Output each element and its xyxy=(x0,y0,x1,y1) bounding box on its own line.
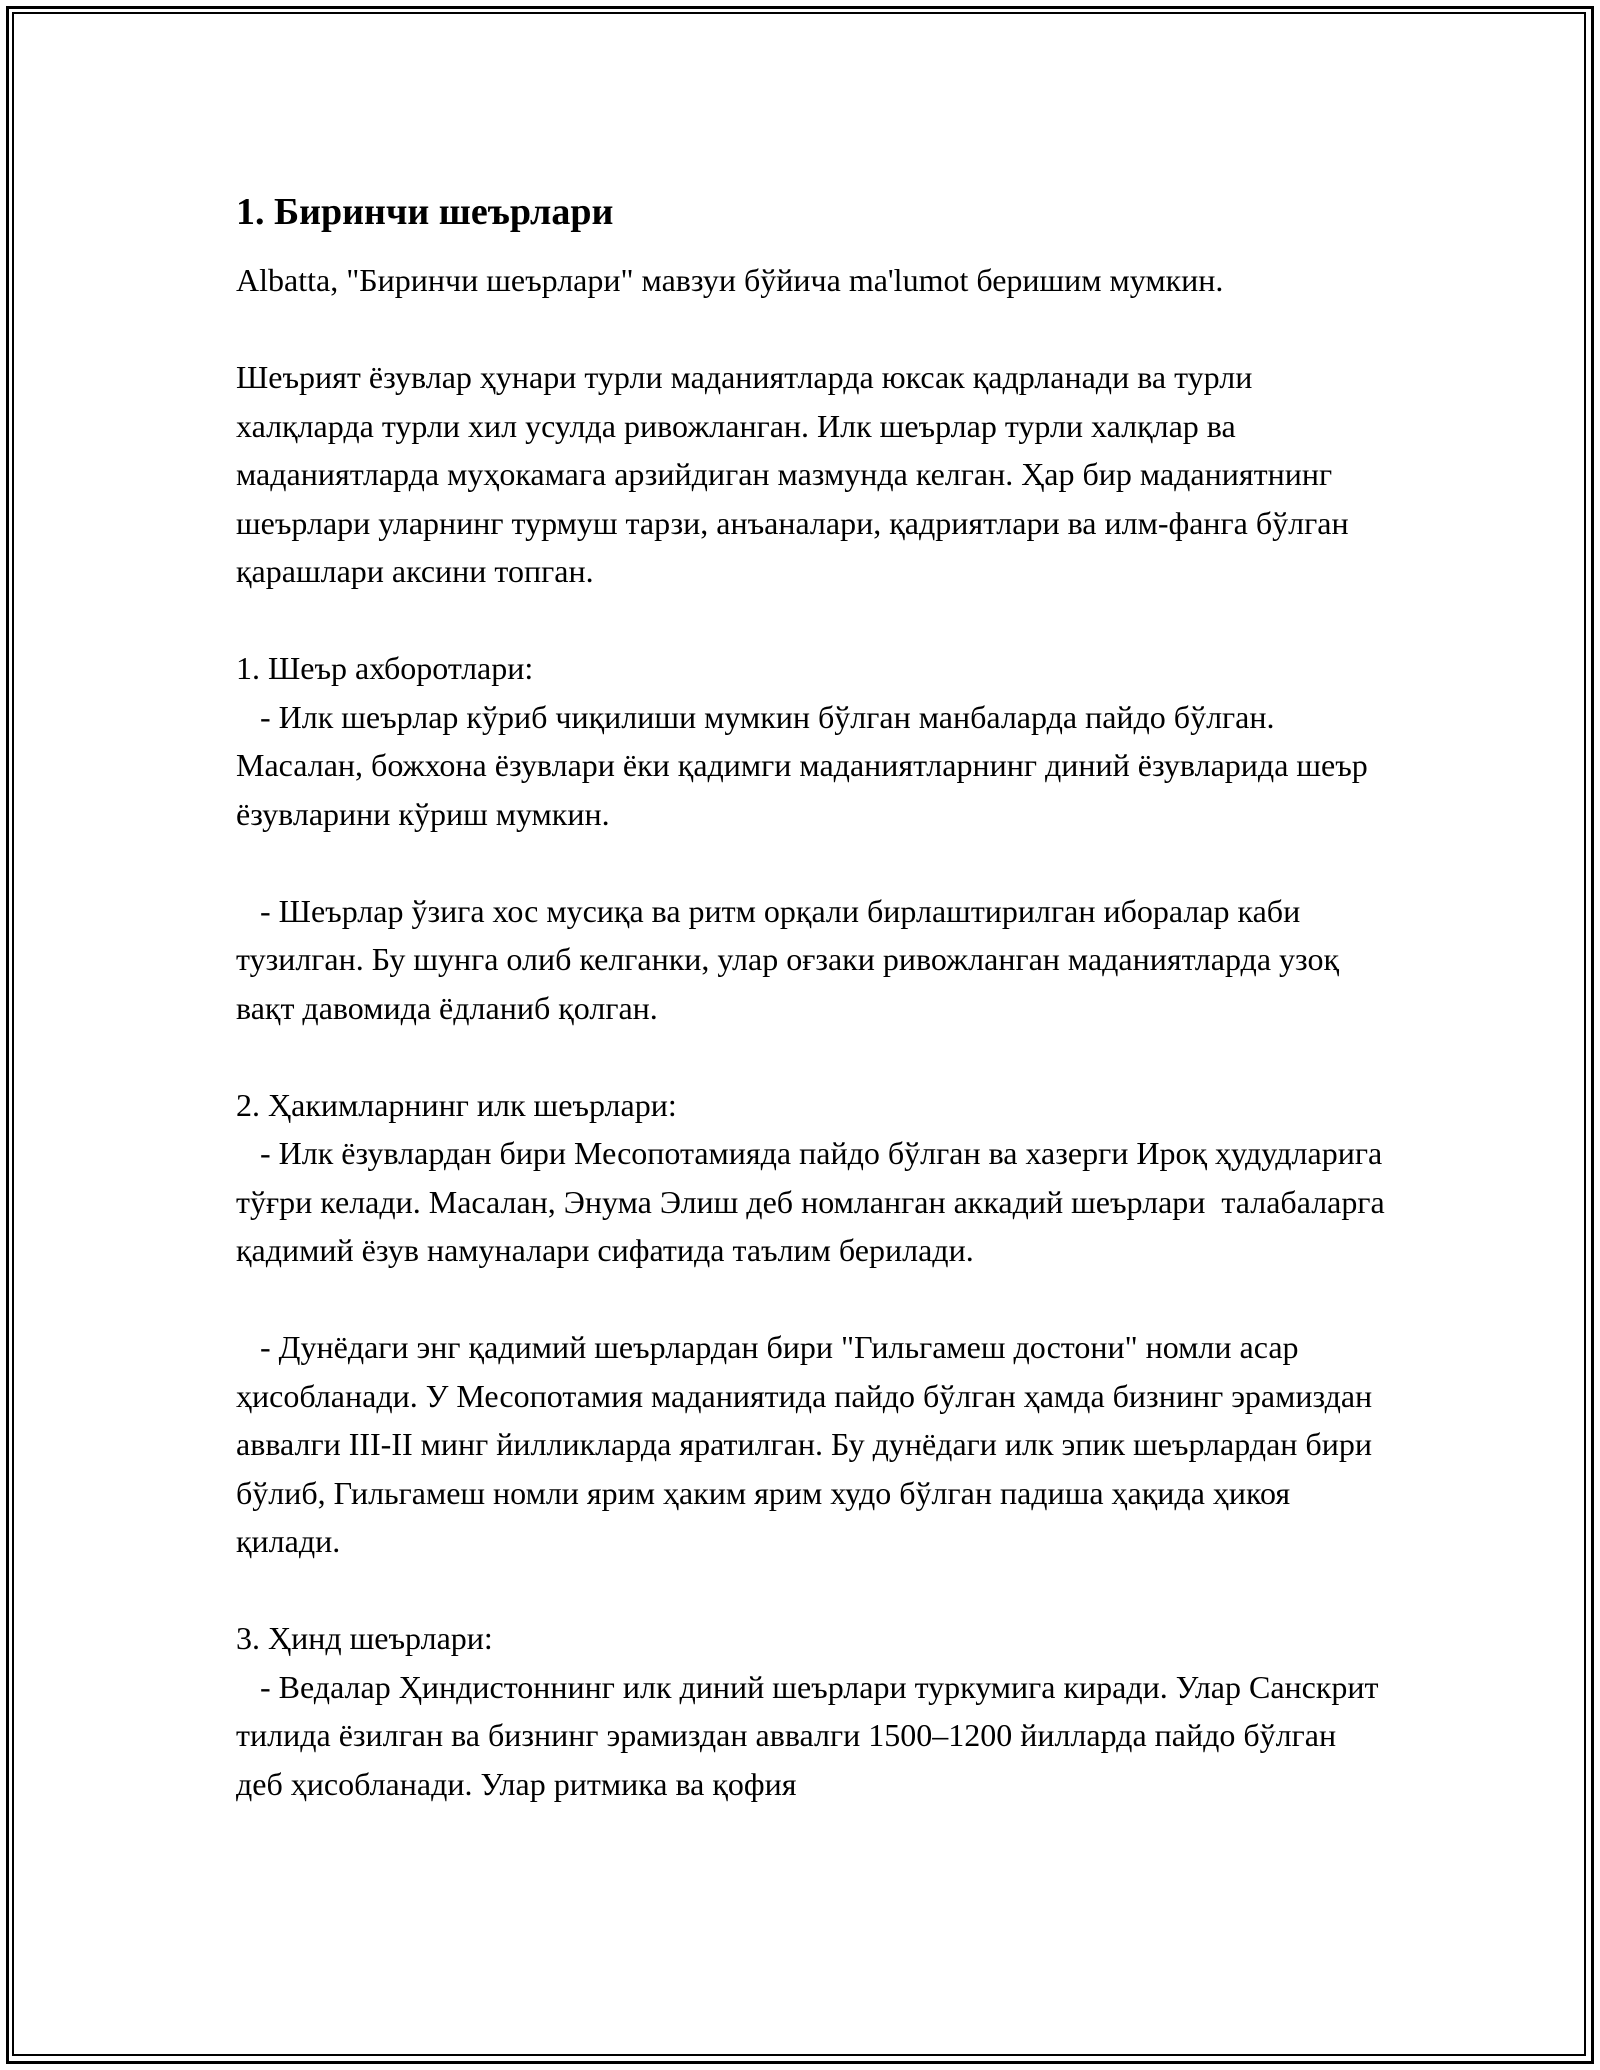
paragraph-gap xyxy=(236,1566,1386,1615)
document-body xyxy=(236,188,1393,1808)
section-title: 1. Шеър ахборотлари: xyxy=(236,650,534,686)
section-item: - Шеърлар ўзига хос мусиқа ва ритм орқали бирлаштирилган иборалар каби тузилган. Бу шунга олиб келганки, улар оғзаки ривожланган маданиятларда узоқ вақт давомида ёдланиб қолган. xyxy=(236,892,1348,1026)
document-heading: 1. Биринчи шеърлари xyxy=(236,191,614,233)
paragraph-gap xyxy=(236,838,1386,887)
paragraph-gap xyxy=(236,1275,1386,1324)
body-paragraph: Шеърият ёзувлар ҳунари турли маданиятларда юксак қадрланади ва турли халқларда турли хил усулда ривожланган. Илк шеърлар турли халқлар ва маданиятларда муҳокамага арзийдиган мазмунда келган. Ҳар бир маданиятнинг шеърлари уларнинг турмуш тарзи, анъаналари, қадриятлари ва илм-фанга бўлган қарашлари аксини топган. xyxy=(236,359,1357,589)
paragraph-gap xyxy=(236,596,1386,645)
section-item: - Илк шеърлар кўриб чиқилиши мумкин бўлган манбаларда пайдо бўлган. Масалан, божхона ёзувлари ёки қадимги маданиятларнинг диний ёзувларида шеър ёзувларини кўриш мумкин. xyxy=(236,698,1376,832)
section-item: - Дунёдаги энг қадимий шеърлардан бири "Гильгамеш достони" номли асар ҳисобланади. У Месопотамия маданиятида пайдо бўлган ҳамда бизнинг эрамиздан аввалги III-II минг йилликларда яратилган. Бу дунёдаги илк эпик шеърлардан бири бўлиб, Гильгамеш номли ярим ҳаким ярим худо бўлган падиша ҳақида ҳикоя қилади. xyxy=(236,1329,1381,1559)
section-title: 2. Ҳакимларнинг илк шеърлари: xyxy=(236,1086,677,1123)
intro-paragraph: Albatta, "Биринчи шеърлари" мавзуи бўйича ma'lumot беришим мумкин. xyxy=(236,262,1224,298)
section-item: - Илк ёзувлардан бири Месопотамияда пайдо бўлган ва хазерги Ироқ ҳудудларига тўғри келади. Масалан, Энума Элиш деб номланган аккадий шеърлари талабаларга қадимий ёзув намуналари сифатида таълим берилади. xyxy=(236,1135,1393,1268)
section-item: - Ведалар Ҳиндистоннинг илк диний шеърлари туркумига киради. Улар Санскрит тилида ёзилган ва бизнинг эрамиздан аввалги 1500–1200 йилларда пайдо бўлган деб ҳисобланади. Улар ритмика ва қофия xyxy=(236,1668,1387,1802)
paragraph-gap xyxy=(236,1032,1386,1081)
paragraph-gap xyxy=(236,305,1386,354)
section-title: 3. Ҳинд шеърлари: xyxy=(236,1620,493,1656)
